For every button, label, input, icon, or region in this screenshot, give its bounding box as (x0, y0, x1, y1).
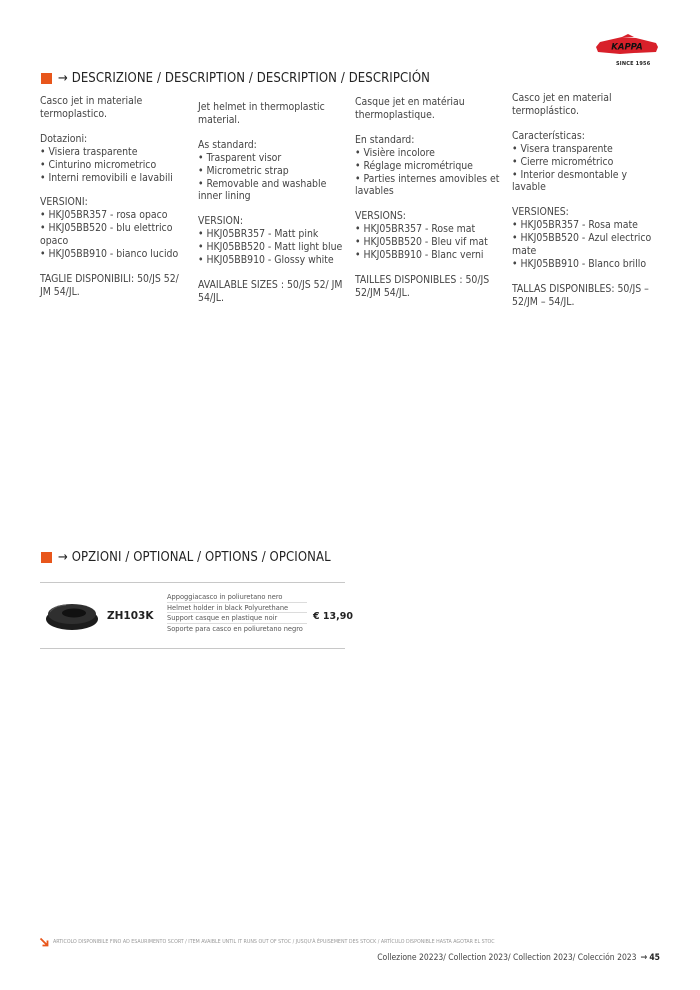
standard-title: As standard: (198, 138, 257, 151)
sizes-text: TAILLES DISPONIBLES : 50/JS 52/JM 54/JL. (355, 273, 490, 299)
standard-item: • Cierre micrométrico (512, 155, 614, 168)
sizes-text: AVAILABLE SIZES : 50/JS 52/ JM 54/JL. (198, 278, 343, 304)
option-description-es: Soporte para casco en poliuretano negro (167, 623, 307, 634)
version-item: • HKJ05BB910 - Blanc verni (355, 249, 484, 262)
standard-item: • Trasparent visor (198, 151, 282, 164)
standard-title: Características: (512, 129, 585, 142)
sizes-text: TALLAS DISPONIBLES: 50/JS – 52/JM – 54/JL. (512, 282, 649, 308)
standard-item: • Réglage micrométrique (355, 159, 473, 172)
standard-item: • Micrometric strap (198, 164, 289, 177)
logo-since-text: SINCE 1956 (616, 61, 651, 67)
intro-text: Jet helmet in thermoplastic material. (198, 101, 325, 126)
standard-block (40, 133, 190, 185)
standard-title: Dotazioni: (40, 132, 88, 145)
option-description-fr: Support casque en plastique noir (167, 612, 307, 623)
arrow-right-icon: → (640, 953, 648, 963)
orange-square-icon (41, 552, 52, 563)
intro-text: Casco jet en material termoplástico. (512, 92, 612, 117)
description-section-title (41, 71, 430, 86)
versions-block (198, 215, 348, 267)
availability-disclaimer (39, 937, 495, 947)
versions-block (512, 206, 662, 271)
collection-text: Collezione 20223/ Collection 2023/ Collection 2023/ Colección 2023 (377, 953, 637, 963)
standard-block (198, 139, 348, 204)
standard-title: En standard: (355, 133, 415, 146)
options-section-title (41, 550, 331, 565)
sizes-text: TAGLIE DISPONIBILI: 50/JS 52/ JM 54/JL. (40, 272, 179, 298)
description-title-text: → DESCRIZIONE / DESCRIPTION / DESCRIPTION / DESCRIPCIÓN (58, 71, 430, 86)
version-item: • HKJ05BB520 - Bleu vif mat (355, 236, 488, 249)
kappa-logo (592, 34, 662, 70)
options-divider-bottom (40, 648, 345, 649)
arrow-down-right-icon (39, 937, 49, 947)
option-code: ZH103K (107, 610, 154, 622)
intro-text: Casque jet en matériau thermoplastique. (355, 96, 465, 121)
helmet-holder-image (44, 598, 100, 632)
standard-item: • Removable and washable inner lining (198, 177, 327, 203)
description-column-english (198, 101, 348, 317)
description-column-french (355, 96, 505, 312)
versions-title: VERSIONI: (40, 196, 88, 209)
options-divider-top (40, 582, 345, 583)
standard-item: • Visière incolore (355, 146, 435, 159)
standard-block (355, 134, 505, 199)
logo-brand-text: KAPPA (611, 42, 643, 53)
version-item: • HKJ05BR357 - rosa opaco (40, 209, 168, 222)
standard-item: • Visera transparente (512, 142, 613, 155)
versions-title: VERSIONES: (512, 206, 569, 219)
intro-text: Casco jet in materiale termoplastico. (40, 95, 143, 120)
option-price: € 13,90 (313, 611, 353, 622)
version-item: • HKJ05BB520 - Matt light blue (198, 241, 343, 254)
standard-item: • Visiera trasparente (40, 145, 138, 158)
disclaimer-text: ARTICOLO DISPONIBILE FINO AD ESAURIMENTO SCORT / ITEM AVAIBLE UNTIL IT RUNS OUT OF STOC / JUSQU'À ÉPUISEMENT DES STOCK / ARTÍCULO DISPONIBLE HASTA AGOTAR EL STOC (53, 939, 495, 945)
versions-title: VERSIONS: (355, 210, 406, 223)
options-title-text: → OPZIONI / OPTIONAL / OPTIONS / OPCIONAL (58, 550, 331, 565)
version-item: • HKJ05BR357 - Rosa mate (512, 219, 638, 232)
version-item: • HKJ05BB520 - Azul electrico mate (512, 232, 652, 258)
description-column-spanish (512, 92, 662, 321)
version-item: • HKJ05BB910 - Glossy white (198, 254, 334, 267)
option-description-en: Helmet holder in black Polyurethane (167, 602, 307, 613)
standard-item: • Parties internes amovibles et lavables (355, 172, 500, 198)
versions-block (355, 210, 505, 262)
option-description-it: Appoggiacasco in poliuretano nero (167, 592, 283, 601)
version-item: • HKJ05BR357 - Matt pink (198, 228, 319, 241)
version-item: • HKJ05BB910 - Blanco brillo (512, 257, 647, 270)
page-number: 45 (649, 953, 660, 963)
versions-title: VERSION: (198, 215, 243, 228)
orange-square-icon (41, 73, 52, 84)
kappa-logo-mark (592, 34, 662, 60)
standard-block (512, 130, 662, 195)
page-footer (377, 953, 660, 963)
option-descriptions (167, 592, 307, 633)
version-item: • HKJ05BR357 - Rose mat (355, 223, 476, 236)
standard-item: • Interior desmontable y lavable (512, 168, 628, 194)
versions-block (40, 196, 190, 261)
standard-item: • Interni removibili e lavabili (40, 171, 173, 184)
standard-item: • Cinturino micrometrico (40, 158, 157, 171)
version-item: • HKJ05BB520 - blu elettrico opaco (40, 222, 173, 248)
version-item: • HKJ05BB910 - bianco lucido (40, 248, 179, 261)
description-column-italian (40, 95, 190, 311)
